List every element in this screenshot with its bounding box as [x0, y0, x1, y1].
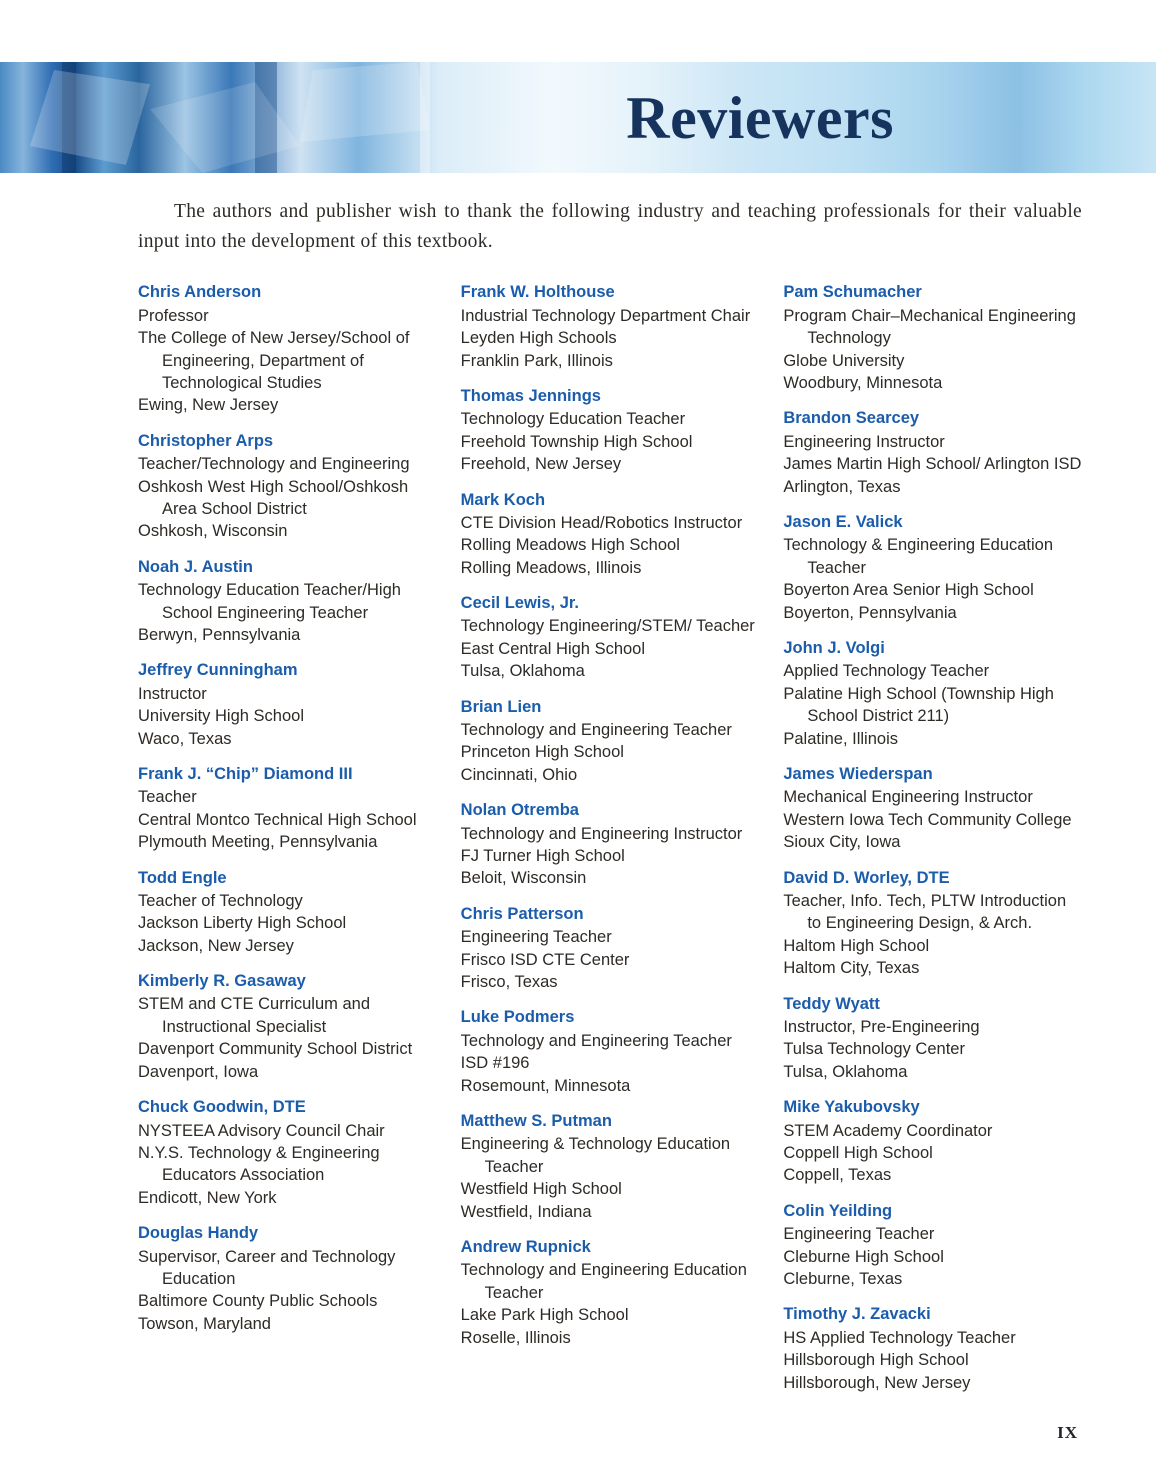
reviewer-detail-line: Tulsa, Oklahoma — [783, 1062, 908, 1081]
reviewer-name: James Wiederspan — [783, 765, 933, 784]
reviewer-detail-line: Palatine High School (Township High School District 211) — [783, 684, 1054, 726]
banner-title-row — [0, 62, 1156, 173]
reviewer-detail-line: Technology and Engineering Teacher — [460, 1031, 732, 1050]
reviewer-entry — [783, 1303, 1082, 1394]
reviewer-detail-line: Leyden High Schools — [460, 329, 617, 348]
reviewer-name: Thomas Jennings — [460, 387, 601, 406]
reviewer-name: Pam Schumacher — [783, 283, 922, 302]
reviewer-detail-line: Teacher — [138, 788, 197, 807]
reviewer-column — [138, 281, 437, 1407]
reviewer-detail-line: Technology Education Teacher — [460, 410, 686, 429]
reviewer-detail-line: STEM and CTE Curriculum and Instructional Specialist — [138, 995, 370, 1036]
reviewer-entry — [461, 696, 760, 787]
reviewer-detail-line: Davenport Community School District — [138, 1040, 413, 1059]
reviewer-detail-line: Haltom City, Texas — [783, 959, 920, 978]
reviewer-entry — [138, 763, 437, 854]
reviewer-detail-line: CTE Division Head/Robotics Instructor — [460, 513, 743, 532]
reviewer-detail-line: Engineering Teacher — [783, 1225, 935, 1244]
reviewer-detail-line: Boyerton Area Senior High School — [783, 581, 1034, 600]
reviewer-detail-line: The College of New Jersey/School of Engineering, Department of Technological Studies — [138, 329, 410, 393]
reviewer-entry — [138, 867, 437, 958]
reviewer-detail-line: Roselle, Illinois — [460, 1328, 571, 1347]
reviewer-detail-line: FJ Turner High School — [460, 847, 625, 866]
reviewer-name: Andrew Rupnick — [460, 1238, 591, 1257]
reviewer-entry — [783, 867, 1082, 980]
reviewer-detail-line: Hillsborough, New Jersey — [783, 1373, 971, 1392]
reviewer-entry — [461, 592, 760, 683]
reviewer-detail-line: Cincinnati, Ohio — [460, 765, 578, 784]
reviewer-detail-line: Palatine, Illinois — [783, 729, 898, 748]
reviewer-entry — [783, 1200, 1082, 1291]
reviewer-detail-line: Boyerton, Pennsylvania — [783, 603, 957, 622]
reviewer-detail-line: Globe University — [783, 351, 905, 370]
reviewer-detail-line: Central Montco Technical High School — [138, 810, 417, 829]
reviewer-detail-line: Technology and Engineering Education Teacher — [460, 1261, 747, 1302]
reviewer-detail-line: Technology and Engineering Instructor — [460, 824, 743, 843]
reviewer-name: Brandon Searcey — [783, 409, 920, 428]
reviewer-name: Chris Patterson — [460, 904, 584, 923]
reviewer-column — [783, 281, 1082, 1407]
reviewer-name: Teddy Wyatt — [783, 994, 880, 1013]
reviewer-detail-line: Jackson, New Jersey — [138, 936, 294, 955]
reviewer-detail-line: Tulsa Technology Center — [783, 1040, 965, 1059]
reviewer-name: Cecil Lewis, Jr. — [460, 594, 579, 613]
reviewer-name: Jason E. Valick — [783, 513, 903, 532]
reviewer-detail-line: Supervisor, Career and Technology Education — [138, 1247, 396, 1288]
reviewer-detail-line: East Central High School — [460, 639, 646, 658]
reviewer-detail-line: Ewing, New Jersey — [138, 396, 279, 415]
reviewer-entry — [783, 993, 1082, 1084]
reviewer-detail-line: Engineering Teacher — [460, 928, 612, 947]
reviewer-detail-line: Mechanical Engineering Instructor — [783, 788, 1033, 807]
reviewer-detail-line: James Martin High School/ Arlington ISD — [783, 455, 1082, 474]
reviewer-entry — [783, 1096, 1082, 1187]
reviewer-detail-line: N.Y.S. Technology & Engineering Educators Association — [138, 1143, 380, 1185]
reviewer-detail-line: Frisco, Texas — [460, 973, 558, 992]
reviewer-detail-line: Frisco ISD CTE Center — [460, 950, 630, 969]
reviewer-name: Brian Lien — [460, 697, 542, 716]
reviewer-detail-line: Haltom High School — [783, 936, 930, 955]
reviewer-name: Chuck Goodwin, DTE — [138, 1098, 306, 1117]
reviewer-entry — [783, 763, 1082, 854]
reviewer-name: David D. Worley, DTE — [783, 868, 950, 887]
reviewer-detail-line: Sioux City, Iowa — [783, 833, 901, 852]
reviewer-name: Jeffrey Cunningham — [138, 661, 298, 680]
reviewer-name: Kimberly R. Gasaway — [138, 972, 306, 991]
reviewer-name: Todd Engle — [138, 868, 227, 887]
reviewer-entry — [138, 430, 437, 543]
reviewer-name: Frank W. Holthouse — [460, 283, 615, 302]
reviewer-detail-line: STEM Academy Coordinator — [783, 1121, 993, 1140]
reviewer-detail-line: Berwyn, Pennsylvania — [138, 626, 301, 645]
reviewer-detail-line: Teacher, Info. Tech, PLTW Introduction to Engineering Design, & Arch. — [783, 891, 1067, 933]
reviewer-entry — [783, 511, 1082, 624]
reviewer-detail-line: Westfield, Indiana — [460, 1202, 592, 1221]
reviewer-detail-line: Rolling Meadows, Illinois — [460, 558, 642, 577]
reviewer-entry — [461, 385, 760, 476]
intro-paragraph: The authors and publisher wish to thank the following industry and teaching professionals for their valuable input into the development of this textbook. — [138, 201, 1082, 253]
content-area — [0, 173, 1156, 1407]
reviewer-column — [461, 281, 760, 1407]
reviewer-entry — [783, 281, 1082, 394]
reviewer-entry — [461, 903, 760, 994]
reviewer-detail-line: Coppell High School — [783, 1143, 933, 1162]
reviewer-detail-line: Program Chair–Mechanical Engineering Technology — [783, 306, 1076, 348]
reviewer-detail-line: Engineering Instructor — [783, 432, 945, 451]
reviewer-name: Christopher Arps — [138, 431, 274, 450]
reviewer-detail-line: Coppell, Texas — [783, 1166, 892, 1185]
reviewer-name: Chris Anderson — [138, 283, 262, 302]
reviewer-detail-line: Professor — [138, 306, 209, 325]
page-title: Reviewers — [626, 84, 894, 151]
reviewer-name: Frank J. “Chip” Diamond III — [138, 765, 353, 784]
reviewer-detail-line: Oshkosh West High School/Oshkosh Area School District — [138, 477, 409, 519]
reviewer-detail-line: Woodbury, Minnesota — [783, 374, 943, 393]
reviewer-detail-line: Instructor, Pre-Engineering — [783, 1017, 980, 1036]
reviewer-detail-line: Oshkosh, Wisconsin — [138, 522, 288, 541]
reviewer-detail-line: Rolling Meadows High School — [460, 536, 680, 555]
reviewer-entry — [783, 407, 1082, 498]
reviewer-detail-line: Tulsa, Oklahoma — [460, 662, 585, 681]
reviewer-detail-line: Technology Engineering/STEM/ Teacher — [460, 617, 755, 636]
reviewer-detail-line: Westfield High School — [460, 1180, 622, 1199]
reviewer-name: Matthew S. Putman — [460, 1112, 612, 1131]
reviewer-entry — [138, 1096, 437, 1209]
reviewer-detail-line: Baltimore County Public Schools — [138, 1292, 378, 1311]
reviewer-entry — [461, 1110, 760, 1223]
reviewer-detail-line: Towson, Maryland — [138, 1314, 271, 1333]
reviewer-detail-line: Princeton High School — [460, 743, 624, 762]
reviewer-entry — [783, 637, 1082, 750]
reviewer-name: Noah J. Austin — [138, 557, 253, 576]
reviewer-detail-line: University High School — [138, 707, 304, 726]
reviewer-detail-line: Davenport, Iowa — [138, 1062, 259, 1081]
reviewer-detail-line: Instructor — [138, 684, 207, 703]
reviewer-detail-line: Technology & Engineering Education Teacher — [783, 536, 1054, 577]
reviewer-entry — [461, 1006, 760, 1097]
reviewer-entry — [138, 556, 437, 647]
reviewer-entry — [138, 1222, 437, 1335]
reviewer-detail-line: Arlington, Texas — [783, 477, 901, 496]
reviewer-entry — [138, 970, 437, 1083]
reviewer-name: John J. Volgi — [783, 639, 885, 658]
reviewer-detail-line: Rosemount, Minnesota — [460, 1076, 631, 1095]
reviewer-detail-line: Cleburne, Texas — [783, 1269, 903, 1288]
reviewer-detail-line: Jackson Liberty High School — [138, 914, 347, 933]
reviewer-name: Timothy J. Zavacki — [783, 1305, 931, 1324]
reviewer-detail-line: Cleburne High School — [783, 1247, 944, 1266]
reviewer-entry — [461, 1236, 760, 1349]
reviewer-detail-line: Engineering & Technology Education Teacher — [460, 1135, 731, 1176]
reviewer-name: Mike Yakubovsky — [783, 1098, 920, 1117]
reviewer-detail-line: Beloit, Wisconsin — [460, 869, 587, 888]
reviewer-detail-line: Freehold Township High School — [460, 432, 693, 451]
reviewer-detail-line: ISD #196 — [460, 1054, 530, 1073]
reviewer-detail-line: Western Iowa Tech Community College — [783, 810, 1072, 829]
reviewer-detail-line: Waco, Texas — [138, 729, 232, 748]
reviewer-detail-line: Applied Technology Teacher — [783, 662, 990, 681]
reviewer-entry — [461, 489, 760, 580]
reviewer-name: Nolan Otremba — [460, 801, 579, 820]
reviewer-detail-line: NYSTEEA Advisory Council Chair — [138, 1121, 385, 1140]
reviewer-detail-line: Endicott, New York — [138, 1188, 277, 1207]
banner — [0, 62, 1156, 173]
reviewer-entry — [138, 281, 437, 416]
page-number: IX — [1057, 1423, 1078, 1442]
reviewer-detail-line: Teacher of Technology — [138, 891, 303, 910]
reviewer-detail-line: HS Applied Technology Teacher — [783, 1328, 1016, 1347]
reviewer-columns — [138, 281, 1082, 1407]
reviewer-entry — [461, 799, 760, 890]
reviewer-detail-line: Plymouth Meeting, Pennsylvania — [138, 833, 378, 852]
reviewer-detail-line: Franklin Park, Illinois — [460, 351, 613, 370]
reviewer-name: Luke Podmers — [460, 1008, 575, 1027]
reviewer-detail-line: Freehold, New Jersey — [460, 455, 622, 474]
reviewer-detail-line: Hillsborough High School — [783, 1351, 969, 1370]
reviewer-entry — [461, 281, 760, 372]
reviewer-detail-line: Lake Park High School — [460, 1306, 629, 1325]
reviewer-entry — [138, 659, 437, 750]
reviewer-name: Colin Yeilding — [783, 1201, 893, 1220]
reviewer-detail-line: Technology Education Teacher/High School Engineering Teacher — [138, 581, 401, 622]
reviewer-name: Douglas Handy — [138, 1224, 259, 1243]
reviewer-detail-line: Industrial Technology Department Chair — [460, 306, 751, 325]
reviewer-name: Mark Koch — [460, 490, 546, 509]
reviewer-detail-line: Technology and Engineering Teacher — [460, 721, 732, 740]
reviewer-detail-line: Teacher/Technology and Engineering — [138, 455, 410, 474]
